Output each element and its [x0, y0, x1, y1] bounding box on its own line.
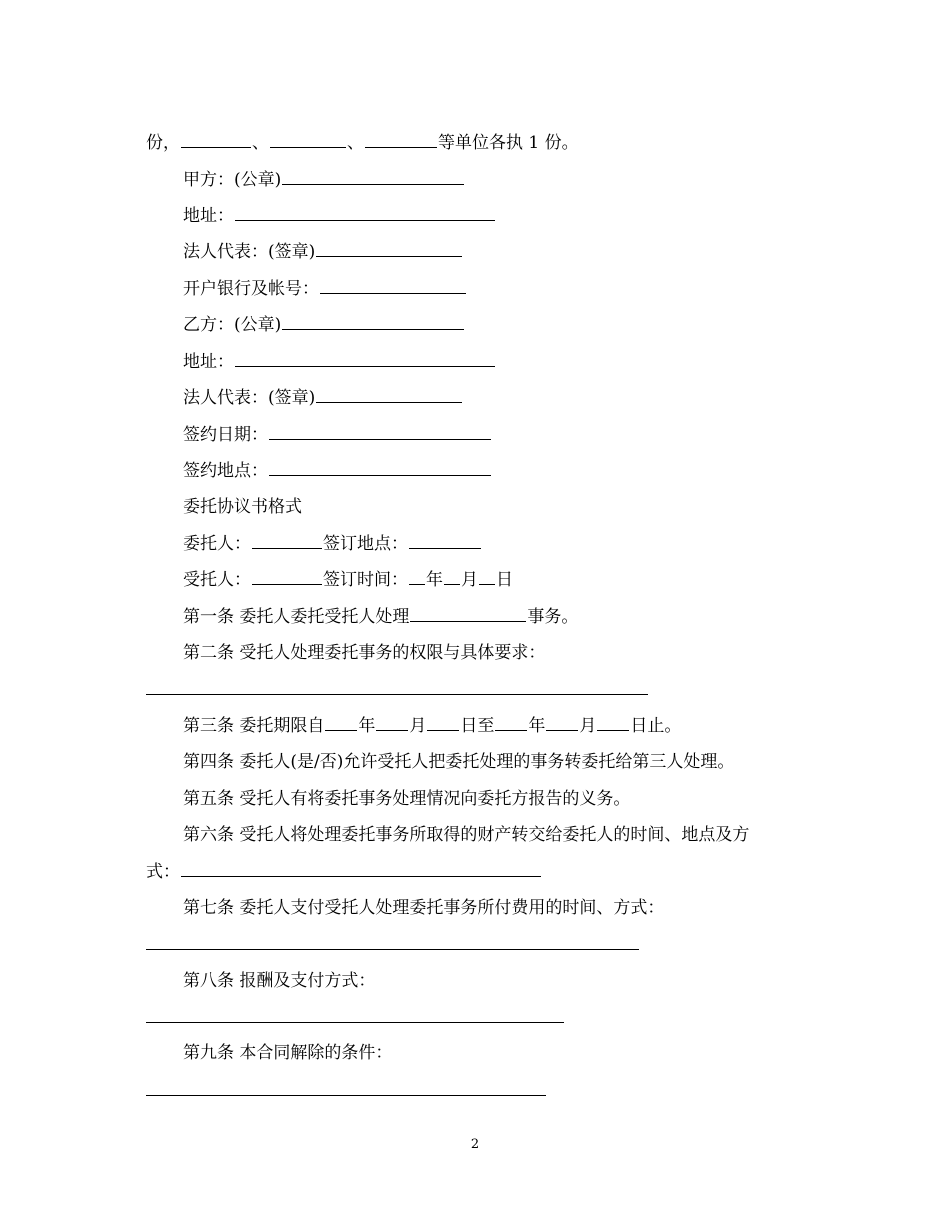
text: 甲方：(公章) — [183, 170, 282, 190]
article-1 — [183, 605, 578, 629]
text: 等单位各执 1 份。 — [438, 133, 579, 153]
text: 日止。 — [630, 716, 682, 736]
text: 法人代表：(签章) — [183, 242, 316, 262]
signing-place-line — [183, 459, 492, 483]
agent-line — [183, 568, 513, 592]
blank — [597, 714, 629, 731]
article-6-continued — [146, 860, 542, 884]
blank — [316, 240, 462, 257]
copies-line — [146, 131, 579, 155]
text: 第六条 受托人将处理委托事务所取得的财产转交给委托人的时间、地点及方 — [183, 825, 750, 845]
text: 第七条 委托人支付受托人处理委托事务所付费用的时间、方式： — [183, 898, 665, 918]
text: 日至 — [460, 716, 495, 736]
party-a-line — [183, 168, 465, 192]
text: 式： — [146, 862, 180, 882]
blank — [269, 423, 491, 440]
text: 日 — [496, 570, 513, 590]
blank — [252, 532, 322, 549]
blank — [427, 714, 459, 731]
text: 月 — [579, 716, 597, 736]
text: 第八条 报酬及支付方式： — [183, 971, 376, 991]
article-3 — [183, 714, 681, 738]
text: 签订时间： — [323, 570, 408, 590]
signing-date-line — [183, 423, 492, 447]
article-4 — [183, 750, 734, 774]
text: 受托人： — [183, 570, 251, 590]
article-6 — [183, 823, 749, 847]
text: 事务。 — [527, 607, 579, 627]
text: 份， — [146, 133, 180, 153]
text: 第四条 委托人(是/否)允许受托人把委托处理的事务转委托给第三人处理。 — [183, 752, 735, 772]
article-7 — [183, 896, 664, 920]
blank — [365, 131, 437, 148]
text: 、 — [347, 133, 364, 153]
blank — [546, 714, 578, 731]
blank — [479, 568, 495, 585]
blank — [282, 168, 464, 185]
blank — [410, 605, 526, 622]
party-b-address — [183, 350, 496, 374]
text: 委托协议书格式 — [183, 497, 302, 517]
text: 年 — [358, 716, 376, 736]
text: 、 — [252, 133, 269, 153]
party-b-line — [183, 313, 465, 337]
blank — [235, 350, 495, 367]
text: 委托人： — [183, 534, 251, 554]
text: 法人代表：(签章) — [183, 388, 316, 408]
answer-rule — [146, 1022, 564, 1023]
text: 第三条 委托期限自 — [183, 716, 325, 736]
blank — [252, 568, 322, 585]
party-a-address — [183, 204, 496, 228]
text: 签约日期： — [183, 425, 268, 445]
text: 年 — [528, 716, 546, 736]
page-number: 2 — [470, 1137, 480, 1152]
text: 年 — [426, 570, 443, 590]
text: 第一条 委托人委托受托人处理 — [183, 607, 410, 627]
text: 地址： — [183, 352, 234, 372]
blank — [270, 131, 346, 148]
blank — [316, 386, 462, 403]
blank — [409, 532, 481, 549]
blank — [181, 860, 541, 877]
party-a-representative — [183, 240, 463, 264]
text: 第二条 受托人处理委托事务的权限与具体要求： — [183, 643, 546, 663]
party-b-representative — [183, 386, 463, 410]
blank — [320, 277, 466, 294]
article-2 — [183, 641, 545, 665]
text: 乙方：(公章) — [183, 315, 282, 335]
blank — [409, 568, 425, 585]
article-5 — [183, 787, 630, 811]
text: 签订地点： — [323, 534, 408, 554]
text: 第五条 受托人有将委托事务处理情况向委托方报告的义务。 — [183, 789, 631, 809]
text: 月 — [409, 716, 427, 736]
blank — [444, 568, 460, 585]
answer-rule — [146, 694, 648, 695]
blank — [325, 714, 357, 731]
blank — [376, 714, 408, 731]
article-8 — [183, 969, 375, 993]
principal-line — [183, 532, 482, 556]
blank — [495, 714, 527, 731]
text: 开户银行及帐号： — [183, 279, 319, 299]
blank — [235, 204, 495, 221]
section-heading — [183, 495, 302, 519]
answer-rule — [146, 1095, 546, 1096]
text: 签约地点： — [183, 461, 268, 481]
answer-rule — [146, 949, 639, 950]
blank — [282, 313, 464, 330]
blank — [269, 459, 491, 476]
blank — [181, 131, 251, 148]
article-9 — [183, 1041, 392, 1065]
text: 地址： — [183, 206, 234, 226]
text: 月 — [461, 570, 478, 590]
text: 第九条 本合同解除的条件： — [183, 1043, 393, 1063]
bank-account-line — [183, 277, 467, 301]
